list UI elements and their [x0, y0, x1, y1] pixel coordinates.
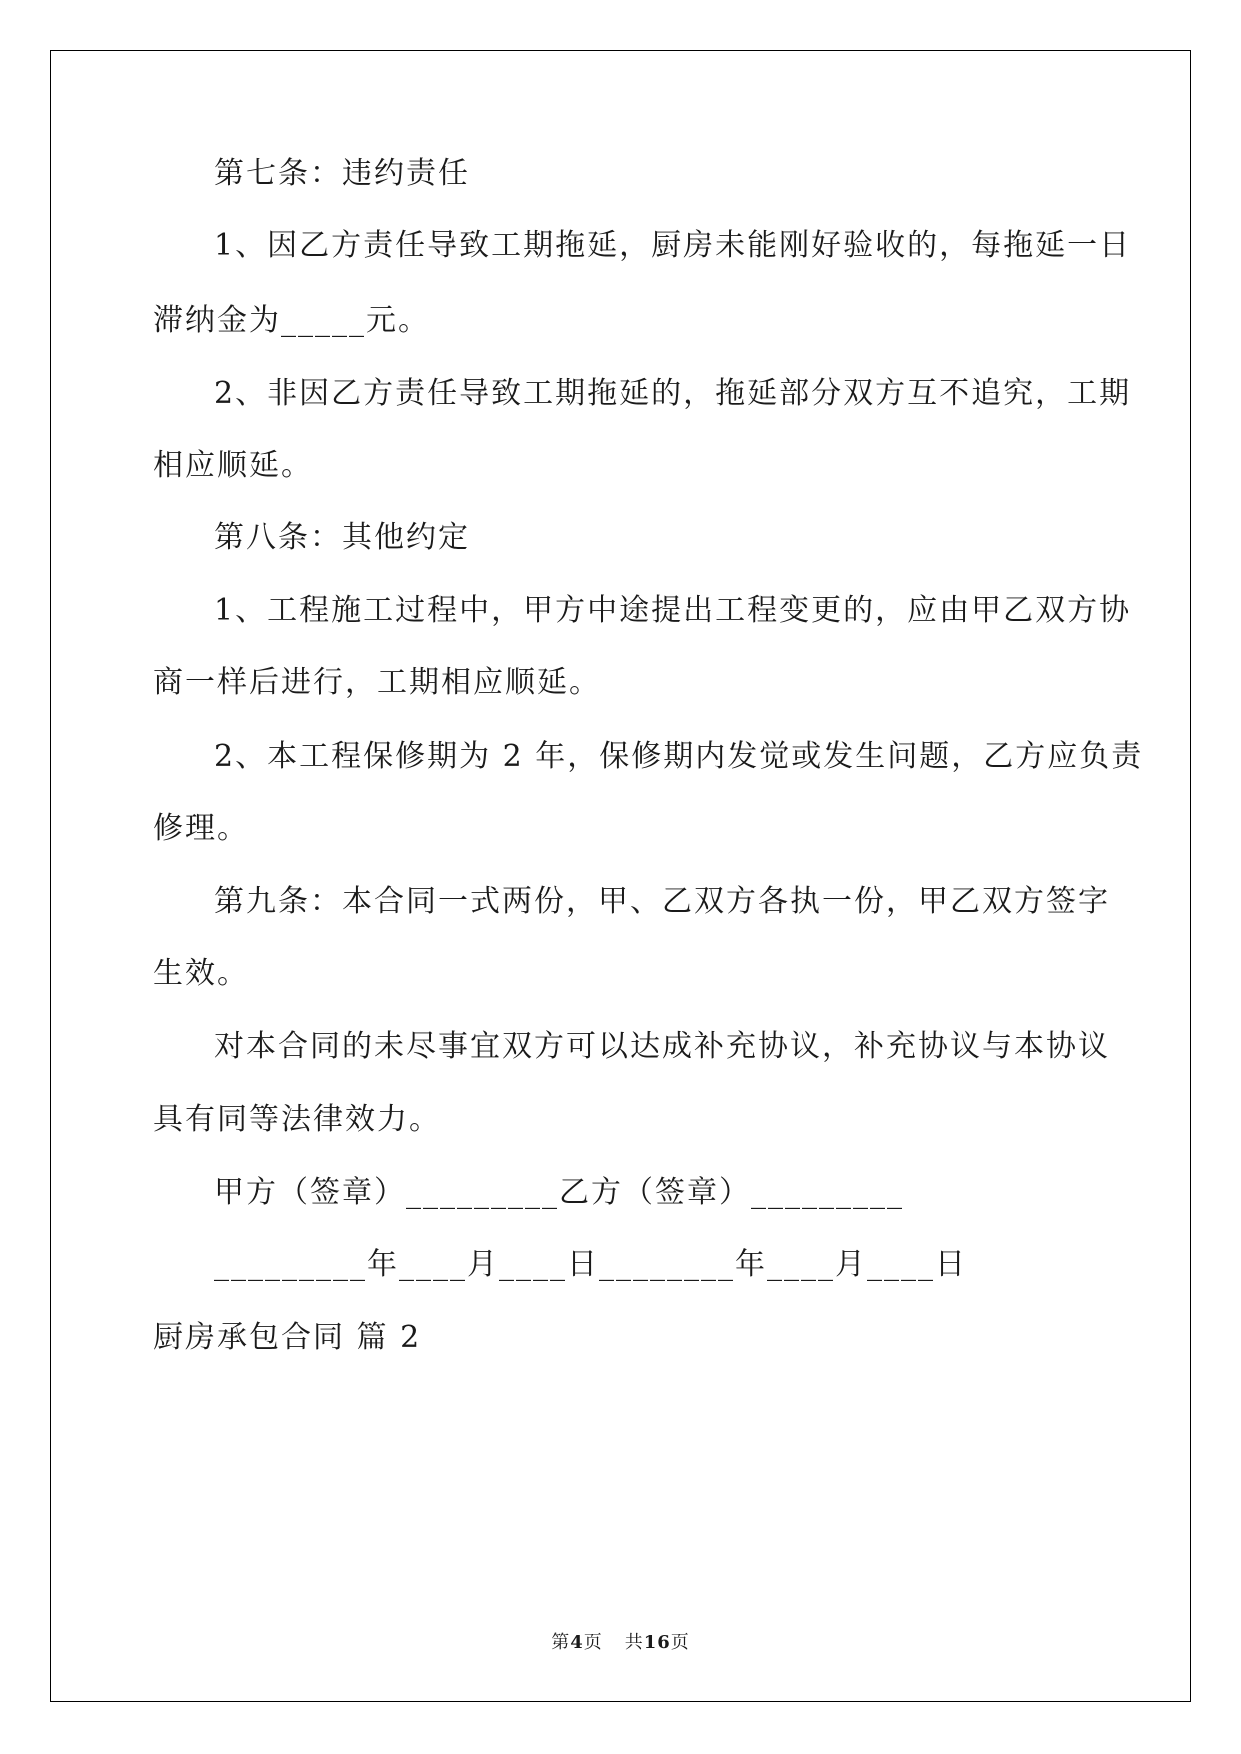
article-9-line-2: 生效。 — [153, 956, 249, 991]
page-suffix: 页 — [583, 1632, 603, 1653]
article-8-clause-1-line-1: 1、工程施工过程中，甲方中途提出工程变更的，应由甲乙双方协 — [214, 593, 1132, 628]
total-prefix: 共 — [624, 1632, 644, 1653]
article-7-clause-1-line-2: 滞纳金为_____元。 — [153, 303, 430, 338]
supplement-line-2: 具有同等法律效力。 — [153, 1102, 441, 1137]
article-8-heading: 第八条：其他约定 — [214, 520, 470, 555]
article-8-clause-2-line-2: 修理。 — [153, 811, 249, 846]
page-footer — [0, 1631, 1241, 1655]
supplement-line-1: 对本合同的未尽事宜双方可以达成补充协议，补充协议与本协议 — [214, 1029, 1110, 1064]
article-7-clause-2-line-1: 2、非因乙方责任导致工期拖延的，拖延部分双方互不追究，工期 — [214, 376, 1132, 411]
article-7-clause-1-line-1: 1、因乙方责任导致工期拖延，厨房未能刚好验收的，每拖延一日 — [214, 228, 1132, 263]
article-7-heading: 第七条：违约责任 — [214, 156, 470, 191]
article-9-line-1: 第九条：本合同一式两份，甲、乙双方各执一份，甲乙双方签字 — [214, 884, 1110, 919]
page-number: 4 — [570, 1632, 584, 1653]
article-8-clause-1-line-2: 商一样后进行，工期相应顺延。 — [153, 665, 601, 700]
page-prefix: 第 — [551, 1632, 571, 1653]
signature-line: 甲方（签章）_________乙方（签章）_________ — [214, 1175, 904, 1210]
article-8-clause-2-line-1: 2、本工程保修期为 2 年，保修期内发觉或发生问题，乙方应负责 — [214, 739, 1144, 774]
page-border — [50, 50, 1191, 1702]
article-7-clause-2-line-2: 相应顺延。 — [153, 448, 313, 483]
total-suffix: 页 — [670, 1632, 690, 1653]
next-section-title: 厨房承包合同 篇 2 — [153, 1320, 422, 1355]
date-line: _________年____月____日________年____月____日 — [214, 1247, 967, 1282]
total-pages: 16 — [643, 1632, 671, 1653]
